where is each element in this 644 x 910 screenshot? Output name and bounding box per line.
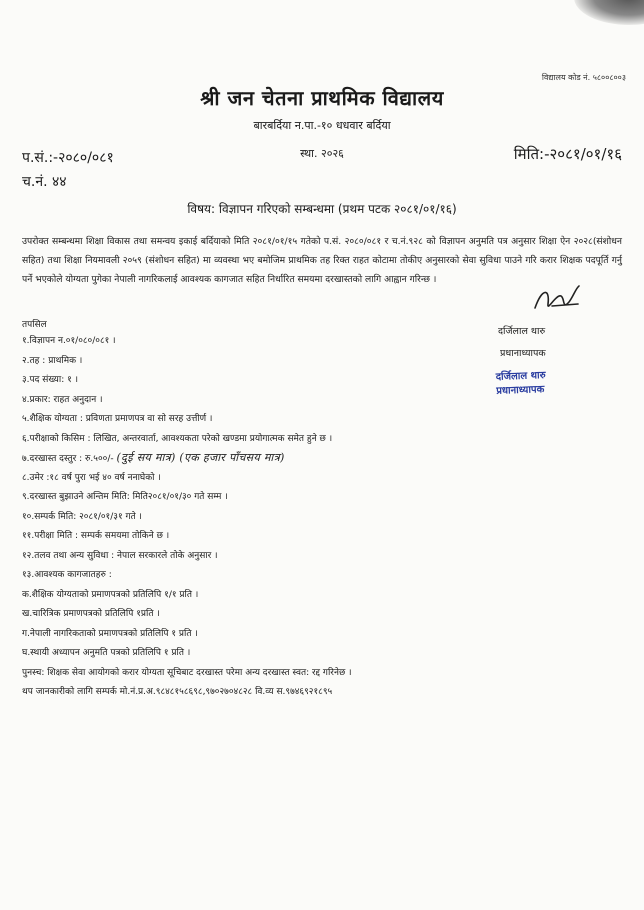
list-item: घ.स्थायी अध्यापन अनुमति पत्रको प्रतिलिपि १ प्रति । (22, 648, 191, 658)
school-code: विद्यालय कोड नं. ५८००८००३ (541, 73, 626, 82)
signature-mark (532, 282, 582, 318)
established-year: स्था. २०२६ (300, 147, 344, 160)
list-item: ग.नेपाली नागरिकताको प्रमाणपत्रको प्रतिलिपि १ प्रति । (22, 628, 198, 639)
school-address: बारबर्दिया न.पा.-१० धधवार बर्दिया (253, 119, 391, 132)
list-item: क.शैक्षिक योग्यताको प्रमाणपत्रको प्रतिलिपि १/१ प्रति । (22, 589, 199, 600)
list-item-fee (22, 450, 352, 470)
list-item: ६.परीक्षाको किसिम : लिखित, अन्तरवार्ता, आवश्यकता परेको खण्डमा प्रयोगात्मक समेत हुने छ । (22, 433, 333, 444)
fee-handwritten: (दुई सय मात्र) (एक हजार पाँचसय मात्र) (116, 451, 285, 464)
stamp-title: प्रधानाध्यापक (496, 384, 545, 397)
list-item: ३.पद संख्या: १ । (22, 375, 79, 385)
stamp-name: दर्जिलाल थारु (495, 370, 546, 383)
list-item: २.तह : प्राथमिक । (22, 355, 83, 366)
reference-number: प.सं.:-२०८०/०८१ (22, 150, 114, 166)
list-heading: तपसिल (22, 320, 47, 330)
list-item: १३.आवश्यक कागजातहरु : (22, 570, 112, 580)
postscript: पुनस्च: शिक्षक सेवा आयोगको करार योग्यता सूचिबाट दरखास्त परेमा अन्य दरखास्त स्वत: रद्द गरिनेछ । (22, 667, 352, 678)
school-name: श्री जन चेतना प्राथमिक विद्यालय (200, 86, 444, 110)
detail-list (22, 333, 352, 704)
scan-corner-shadow (574, 0, 644, 25)
list-item: ४.प्रकार: राहत अनुदान । (22, 394, 103, 405)
letter-date: मिति:-२०८१/०१/१६ (513, 145, 622, 163)
signatory-title: प्रधानाध्यापक (500, 348, 546, 359)
fee-label: ७.दरखास्त दस्तुर : रु.५००/- (22, 454, 114, 464)
list-item: १.विज्ञापन न.०१/०८०/०८१ । (22, 336, 116, 346)
signatory-name: दर्जिलाल थारु (498, 326, 546, 337)
list-item: ११.परीक्षा मिति : सम्पर्क समयमा तोकिने छ । (22, 531, 170, 541)
list-item: ९.दरखास्त बुझाउने अन्तिम मिति: मिति२०८१/०१/३० गते सम्म । (22, 492, 228, 502)
list-item: १२.तलव तथा अन्य सुविधा : नेपाल सरकारले तोके अनुसार । (22, 550, 218, 561)
contact-info: थप जानकारीको लागि सम्पर्क मो.नं.प्र.अ.९८४८१५८६९८,९७०२७०४८२८ वि.व्य स.९७४६९२१८९५ (22, 687, 333, 697)
dispatch-number: च.नं. ४४ (22, 174, 67, 190)
list-item: ५.शैक्षिक योग्यता : प्रविणता प्रमाणपत्र वा सो सरह उत्तीर्ण । (22, 414, 213, 424)
subject-line: विषय: विज्ञापन गरिएको सम्बन्धमा (प्रथम पटक २०८१/०१/१६) (187, 202, 457, 216)
intro-paragraph: उपरोक्त सम्बन्धमा शिक्षा विकास तथा समन्वय इकाई बर्दियाको मिति २०८१/०१/१५ गतेको प.सं. २०८०/०८१ र च.नं.९२८ को विज्ञापन अनुमति पत्र अनुसार शिक्षा ऐन २०२८(संशोधन सहित) तथा शिक्षा नियमावली २०५९ (संशोधन सहित) मा व्यवस्था भए बमोजिम प्राथमिक तह रिक्त राहत कोटामा तोकीए अनुसारको सेवा सुविधा पाउने गरि करार शिक्षक पदपूर्ति गर्नु पर्ने भएकोले योग्यता पुगेका नेपाली नागरिकलाई आवश्यक कागजात सहित निर्धारित समयमा दरखास्तको लागि आह्वान गरिन्छ । (22, 236, 622, 285)
list-item: ८.उमेर :१८ वर्ष पुरा भई ४० वर्ष ननाघेको । (22, 472, 161, 483)
list-item: १०.सम्पर्क मिति: २०८१/०१/३१ गते । (22, 511, 142, 522)
list-item: ख.चारित्रिक प्रमाणपत्रको प्रतिलिपि १प्रति । (22, 609, 160, 619)
principal-stamp (496, 369, 547, 399)
